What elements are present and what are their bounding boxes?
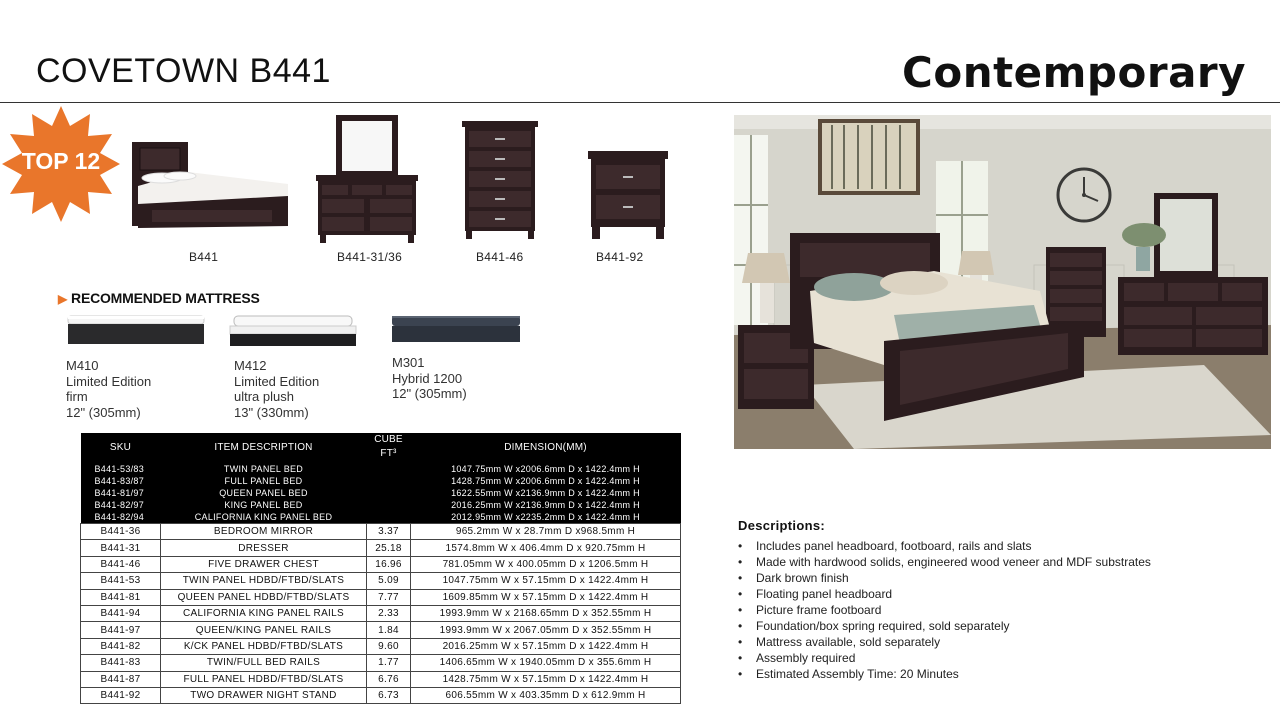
cube-cell: 16.96 — [367, 556, 411, 572]
group-sku: B441-82/94 — [94, 512, 145, 522]
description-item — [738, 538, 1151, 554]
desc-cell: TWIN/FULL BED RAILS — [161, 655, 367, 671]
mattress-heading-text: RECOMMENDED MATTRESS — [71, 290, 260, 306]
mattress-model: M412 — [234, 358, 267, 373]
mattress-m412-text — [234, 358, 319, 420]
mattress-m412-image — [228, 314, 358, 353]
mattress-model: M410 — [66, 358, 99, 373]
mattress-line: 12" (305mm) — [392, 386, 467, 401]
desc-header: ITEM DESCRIPTION — [161, 433, 367, 461]
group-sku-cell — [81, 461, 161, 524]
description-item — [738, 618, 1151, 634]
collection-title: COVETOWN B441 — [36, 52, 331, 90]
product-chest[interactable] — [462, 121, 538, 244]
group-desc: KING PANEL BED — [224, 500, 303, 510]
table-row — [81, 671, 681, 687]
dim-cell: 965.2mm W x 28.7mm D x968.5mm H — [411, 524, 681, 540]
desc-cell: TWO DRAWER NIGHT STAND — [161, 687, 367, 703]
badge-label: TOP 12 — [21, 148, 101, 174]
group-dim: 1047.75mm W x2006.6mm D x 1422.4mm H — [451, 464, 640, 474]
dim-cell: 1993.9mm W x 2168.65mm D x 352.55mm H — [411, 605, 681, 621]
group-sku: B441-53/83 — [94, 464, 145, 474]
description-item — [738, 554, 1151, 570]
mattress-m410-image — [66, 312, 206, 351]
dresser-mirror-icon — [314, 115, 420, 243]
table-row — [81, 589, 681, 605]
mattress-heading — [58, 290, 260, 306]
table-row — [81, 638, 681, 654]
sku-cell: B441-36 — [81, 524, 161, 540]
table-row — [81, 556, 681, 572]
group-sku: B441-82/97 — [94, 500, 145, 510]
mattress-m301-image — [390, 312, 522, 349]
group-sku: B441-81/97 — [94, 488, 145, 498]
description-item — [738, 586, 1151, 602]
desc-cell: CALIFORNIA KING PANEL RAILS — [161, 605, 367, 621]
cube-cell: 3.37 — [367, 524, 411, 540]
sku-header: SKU — [81, 433, 161, 461]
description-text: Estimated Assembly Time: 20 Minutes — [756, 667, 959, 681]
group-dim: 2016.25mm W x2136.9mm D x 1422.4mm H — [451, 500, 640, 510]
cube-cell: 6.73 — [367, 687, 411, 703]
bedroom-scene-image — [734, 115, 1271, 449]
mattress-line: 13" (330mm) — [234, 404, 309, 420]
bullet-icon: • — [738, 571, 743, 585]
descriptions-title: Descriptions: — [738, 518, 825, 533]
cube-header: CUBE FT³ — [367, 433, 411, 461]
bullet-icon: • — [738, 539, 743, 553]
group-desc: CALIFORNIA KING PANEL BED — [194, 512, 333, 522]
description-text: Includes panel headboard, footboard, rails and slats — [756, 539, 1032, 553]
dim-cell: 1406.65mm W x 1940.05mm D x 355.6mm H — [411, 655, 681, 671]
mattress-line: firm — [66, 389, 88, 404]
product-caption: B441-46 — [476, 250, 524, 264]
table-row — [81, 540, 681, 556]
cube-cell: 6.76 — [367, 671, 411, 687]
table-row — [81, 605, 681, 621]
table-row — [81, 687, 681, 703]
desc-cell: BEDROOM MIRROR — [161, 524, 367, 540]
sku-cell: B441-82 — [81, 638, 161, 654]
header-divider — [0, 102, 1280, 103]
description-text: Foundation/box spring required, sold separately — [756, 619, 1010, 633]
top-badge — [2, 106, 120, 222]
product-caption: B441-31/36 — [337, 250, 403, 264]
dim-cell: 781.05mm W x 400.05mm D x 1206.5mm H — [411, 556, 681, 572]
dim-cell: 1574.8mm W x 406.4mm D x 920.75mm H — [411, 540, 681, 556]
cube-cell: 5.09 — [367, 573, 411, 589]
description-item — [738, 666, 1151, 682]
bullet-icon: • — [738, 667, 743, 681]
cube-cell: 1.77 — [367, 655, 411, 671]
desc-cell: DRESSER — [161, 540, 367, 556]
bullet-icon: • — [738, 619, 743, 633]
desc-cell: FULL PANEL HDBD/FTBD/SLATS — [161, 671, 367, 687]
bullet-icon: • — [738, 555, 743, 569]
group-desc: FULL PANEL BED — [224, 476, 303, 486]
dim-cell: 1609.85mm W x 57.15mm D x 1422.4mm H — [411, 589, 681, 605]
sku-cell: B441-92 — [81, 687, 161, 703]
desc-cell: FIVE DRAWER CHEST — [161, 556, 367, 572]
mattress-line: ultra plush — [234, 389, 294, 404]
cube-cell: 1.84 — [367, 622, 411, 638]
description-text: Mattress available, sold separately — [756, 635, 941, 649]
mattress-m410-text — [66, 358, 151, 420]
mattress-line: Limited Edition — [66, 373, 152, 389]
description-text: Dark brown finish — [756, 571, 849, 585]
description-text: Picture frame footboard — [756, 603, 882, 617]
description-item — [738, 570, 1151, 586]
desc-cell: TWIN PANEL HDBD/FTBD/SLATS — [161, 573, 367, 589]
description-text: Made with hardwood solids, engineered wood veneer and MDF substrates — [756, 555, 1151, 569]
bullet-icon: • — [738, 587, 743, 601]
description-item — [738, 602, 1151, 618]
desc-cell: QUEEN/KING PANEL RAILS — [161, 622, 367, 638]
group-desc: QUEEN PANEL BED — [219, 488, 308, 498]
style-label: Contemporary — [902, 48, 1246, 97]
sku-cell: B441-53 — [81, 573, 161, 589]
cube-cell: 25.18 — [367, 540, 411, 556]
room-photo — [734, 115, 1271, 449]
cube-cell: 2.33 — [367, 605, 411, 621]
group-dim: 2012.95mm W x2235.2mm D x 1422.4mm H — [451, 512, 640, 522]
bullet-icon: • — [738, 603, 743, 617]
sku-cell: B441-31 — [81, 540, 161, 556]
bullet-icon: • — [738, 635, 743, 649]
product-dresser-mirror[interactable] — [314, 115, 420, 248]
dim-cell: 1047.75mm W x 57.15mm D x 1422.4mm H — [411, 573, 681, 589]
mattress-line: Hybrid 1200 — [392, 370, 463, 386]
table-row — [81, 524, 681, 540]
description-text: Assembly required — [756, 651, 856, 665]
nightstand-icon — [588, 151, 668, 239]
sku-cell: B441-83 — [81, 655, 161, 671]
panel-bed-icon — [128, 136, 290, 232]
dim-cell: 606.55mm W x 403.35mm D x 612.9mm H — [411, 687, 681, 703]
mattress-m301-text — [392, 355, 467, 402]
group-dim-cell — [411, 461, 681, 524]
descriptions-list — [738, 538, 1151, 682]
table-row — [81, 573, 681, 589]
group-cube-cell — [367, 461, 411, 524]
dim-cell: 1993.9mm W x 2067.05mm D x 352.55mm H — [411, 622, 681, 638]
cube-cell: 7.77 — [367, 589, 411, 605]
description-item — [738, 650, 1151, 666]
desc-cell: QUEEN PANEL HDBD/FTBD/SLATS — [161, 589, 367, 605]
chest-icon — [462, 121, 538, 239]
spec-table — [80, 433, 681, 704]
sku-cell: B441-81 — [81, 589, 161, 605]
desc-cell: K/CK PANEL HDBD/FTBD/SLATS — [161, 638, 367, 654]
sku-cell: B441-46 — [81, 556, 161, 572]
sku-cell: B441-97 — [81, 622, 161, 638]
table-row — [81, 622, 681, 638]
mattress-line: Limited Edition — [234, 373, 320, 389]
mattress-icon — [390, 312, 522, 344]
mattress-model: M301 — [392, 355, 425, 370]
product-nightstand[interactable] — [588, 151, 668, 244]
bullet-icon: • — [738, 651, 743, 665]
group-desc-cell — [161, 461, 367, 524]
dim-header: DIMENSION(MM) — [411, 433, 681, 461]
group-dim: 1622.55mm W x2136.9mm D x 1422.4mm H — [451, 488, 640, 498]
cube-cell: 9.60 — [367, 638, 411, 654]
group-dim: 1428.75mm W x2006.6mm D x 1422.4mm H — [451, 476, 640, 486]
product-bed[interactable] — [128, 136, 290, 237]
sku-cell: B441-87 — [81, 671, 161, 687]
dim-cell: 1428.75mm W x 57.15mm D x 1422.4mm H — [411, 671, 681, 687]
product-caption: B441-92 — [596, 250, 644, 264]
mattress-line: 12" (305mm) — [66, 404, 141, 420]
description-item — [738, 634, 1151, 650]
table-row — [81, 655, 681, 671]
group-sku: B441-83/87 — [94, 476, 145, 486]
dim-cell: 2016.25mm W x 57.15mm D x 1422.4mm H — [411, 638, 681, 654]
mattress-icon — [228, 314, 358, 348]
bed-group-row — [81, 461, 681, 524]
table-header-row — [81, 433, 681, 461]
sku-cell: B441-94 — [81, 605, 161, 621]
description-text: Floating panel headboard — [756, 587, 893, 601]
play-arrow-icon: ▶ — [58, 292, 68, 306]
mattress-icon — [66, 312, 206, 346]
group-desc: TWIN PANEL BED — [223, 464, 304, 474]
product-caption: B441 — [189, 250, 219, 264]
